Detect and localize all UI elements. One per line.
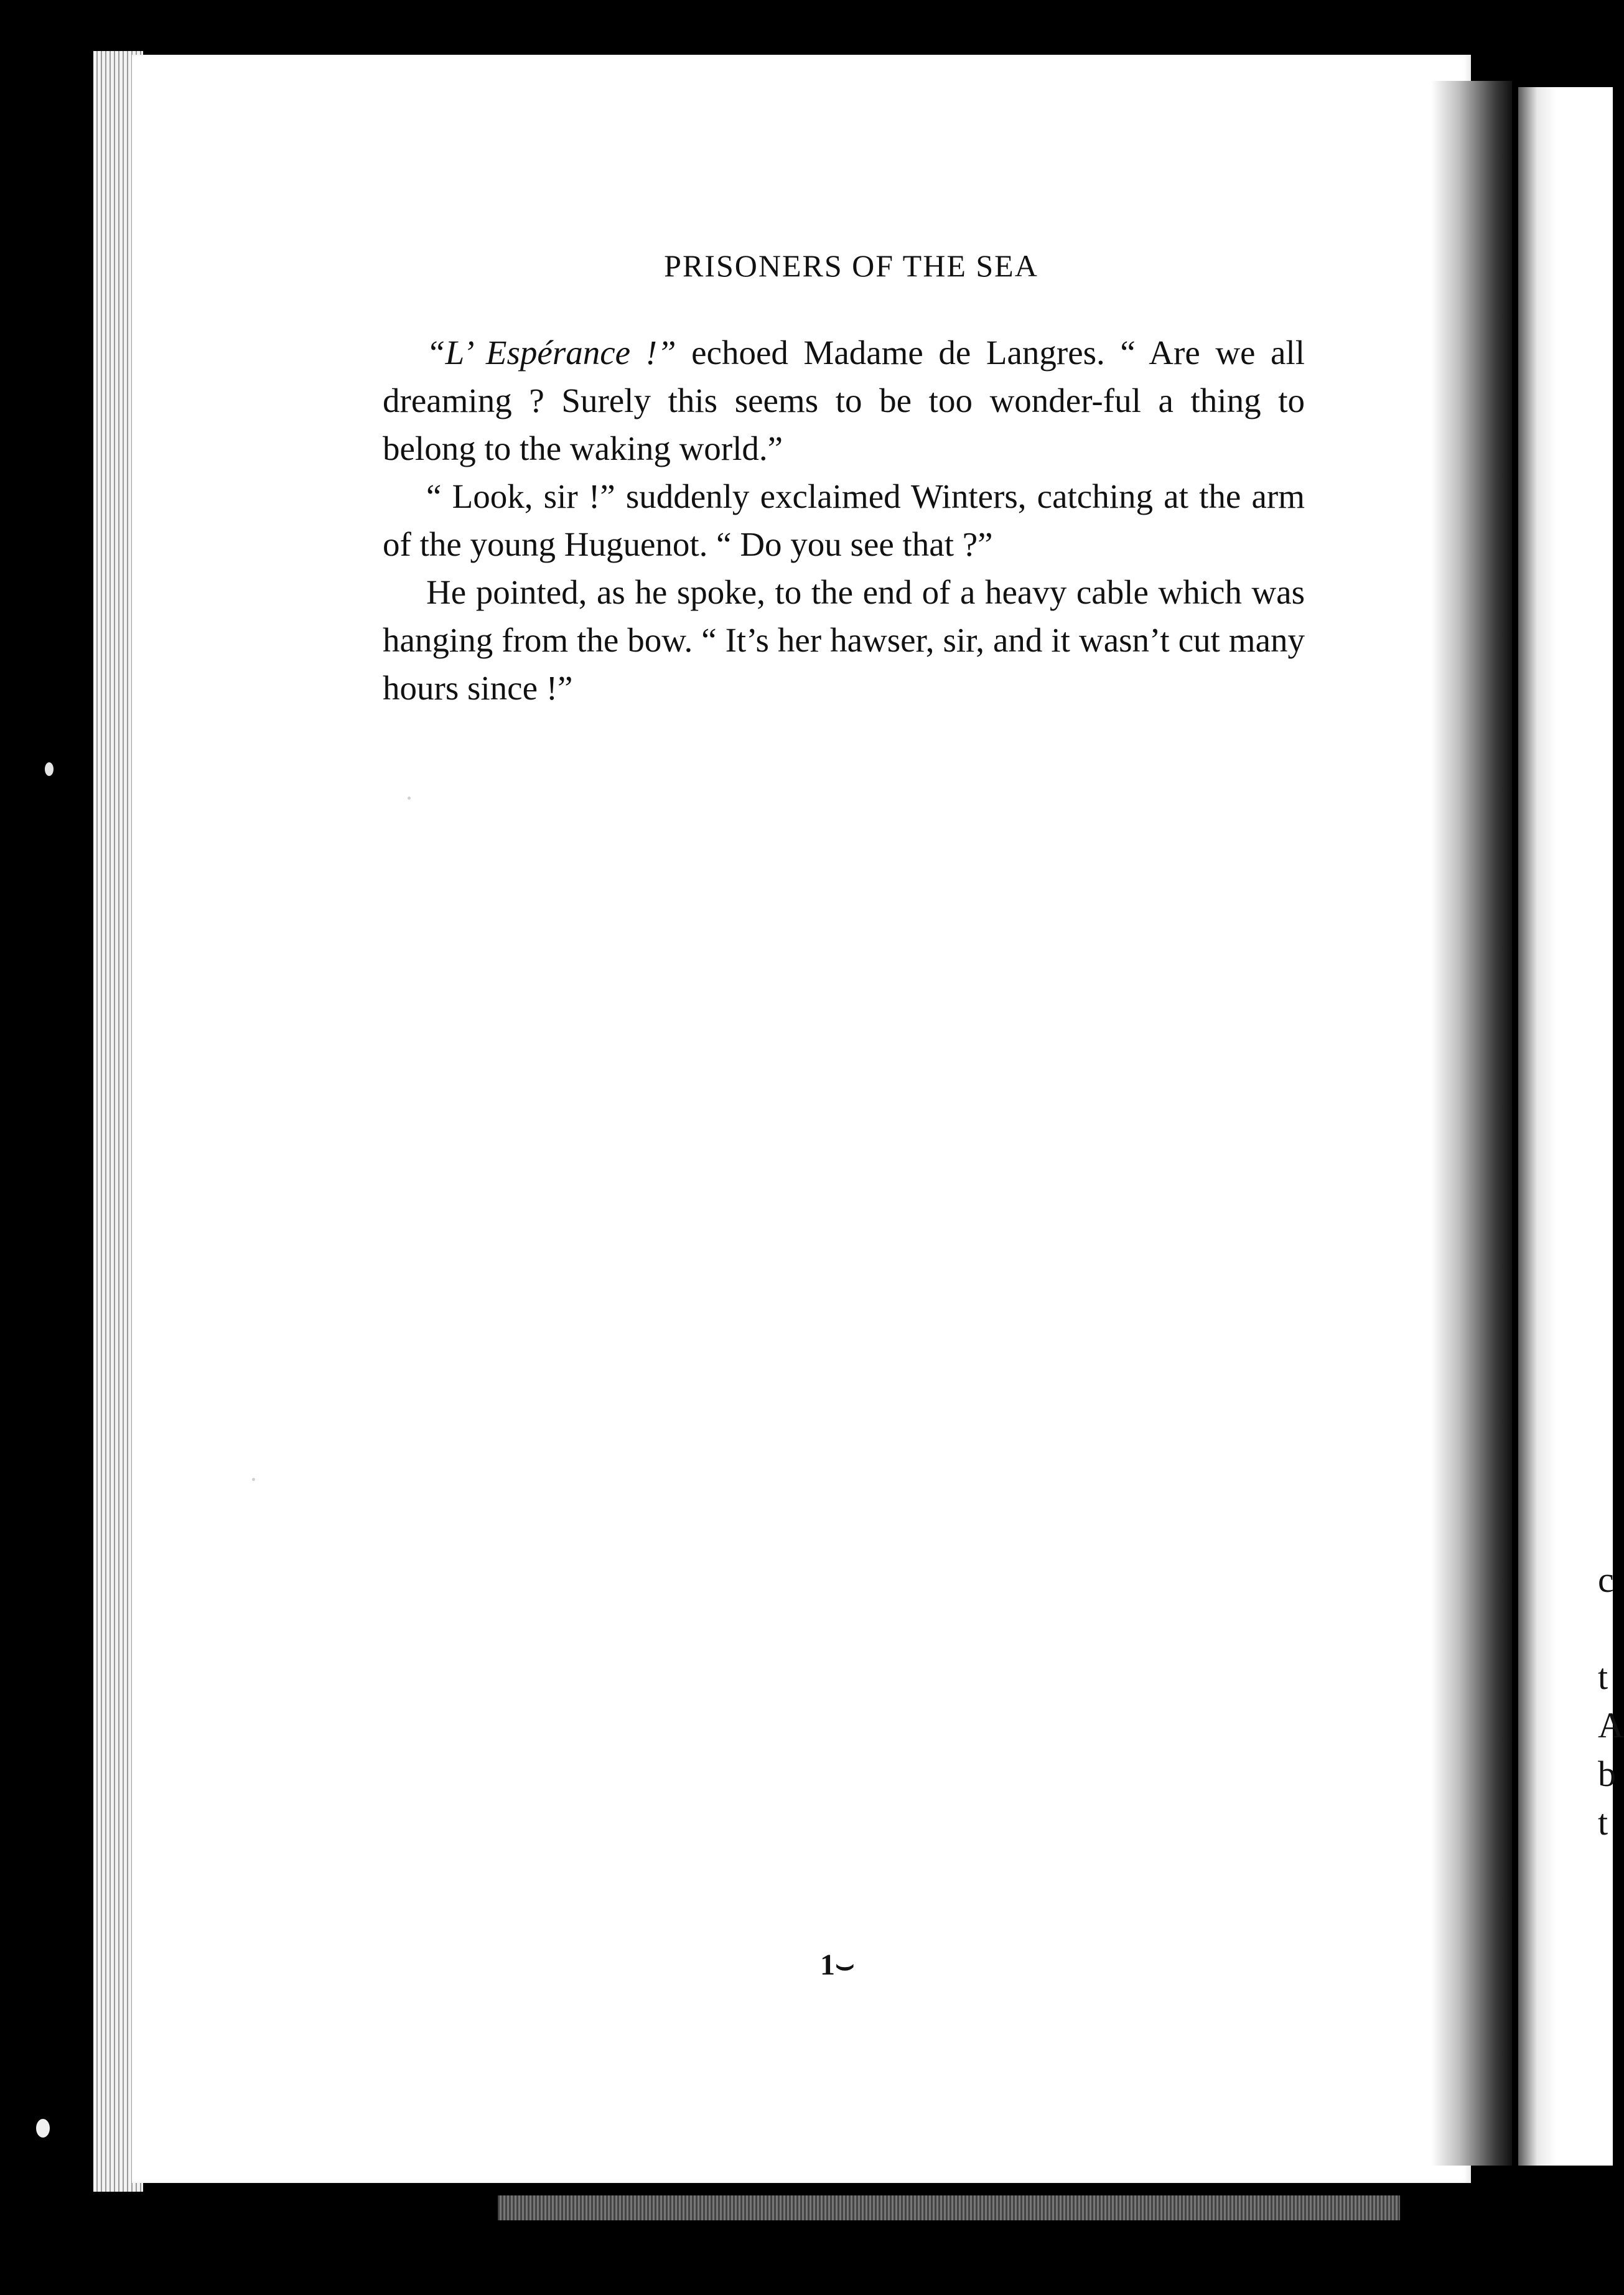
page-number: 1⌣ (820, 1948, 855, 1981)
scan-speck (252, 1478, 255, 1481)
scan-speck (408, 797, 411, 800)
running-head-text: PRISONERS OF THE SEA (664, 248, 1038, 283)
body-text (383, 329, 1305, 712)
facing-letter (1598, 1604, 1624, 1653)
paragraph-text: echoed Madame de Langres. “ Are we all dreaming ? Surely this seems to be too wonder-ful a thing to belong to the waking world.” (383, 334, 1305, 467)
paragraph (383, 329, 1305, 472)
facing-letter: t (1598, 1657, 1608, 1697)
paragraph (383, 568, 1305, 712)
facing-page (1518, 87, 1613, 2166)
paragraph-text: He pointed, as he spoke, to the end of a heavy cable which was hanging from the bow. “ It’s her hawser, sir, and it wasn’t cut many hours since !” (383, 573, 1305, 707)
paragraph-text: “ Look, sir !” suddenly exclaimed Winters, catching at the arm of the young Huguenot. “ Do you see that ?” (383, 477, 1305, 563)
spine-gutter-shadow (1431, 81, 1512, 2166)
scan-speck (36, 2119, 50, 2138)
facing-letter: A (1598, 1705, 1624, 1746)
scan-bottom-band (498, 2195, 1400, 2220)
facing-letter: t (1598, 1802, 1608, 1843)
scan-speck (45, 762, 54, 776)
italic-ship-name: “L’ Espérance !” (426, 334, 676, 372)
facing-page-letters (1598, 1556, 1624, 1847)
facing-letter: b (1598, 1754, 1616, 1794)
facing-letter: c (1598, 1559, 1614, 1600)
paragraph (383, 472, 1305, 568)
running-head (0, 248, 1613, 284)
